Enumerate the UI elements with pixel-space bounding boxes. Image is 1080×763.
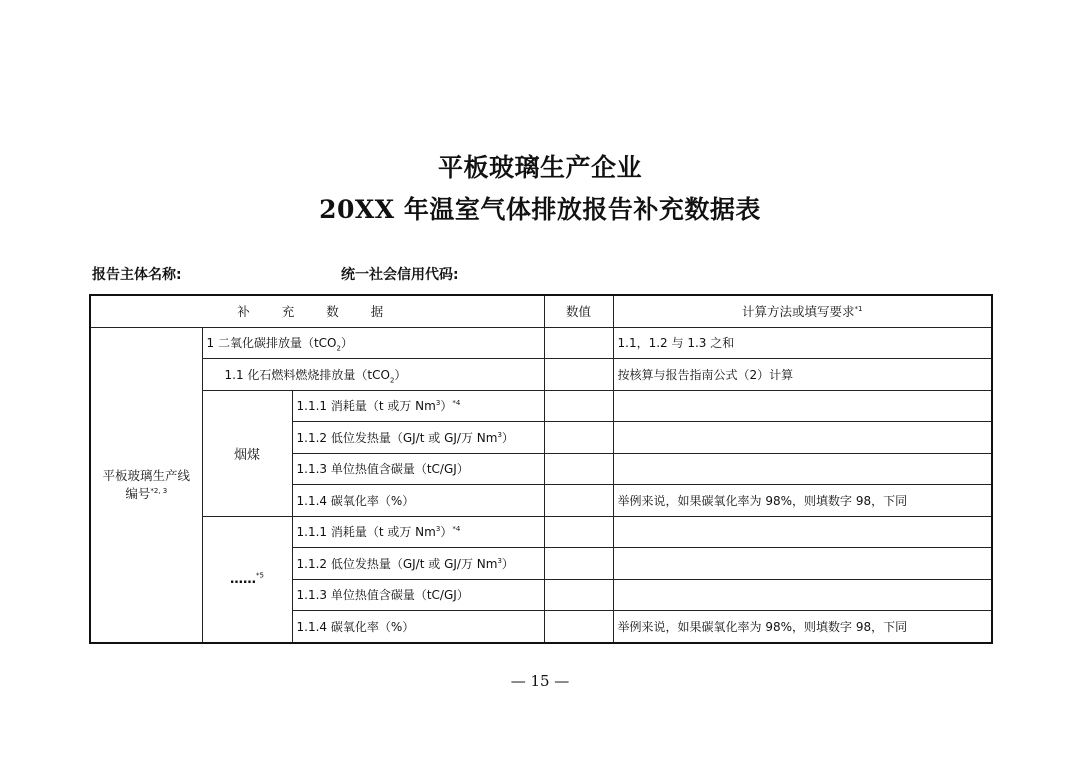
value-cell[interactable] xyxy=(544,453,613,485)
page-number: — 15 — xyxy=(510,672,570,690)
header-method: 计算方法或填写要求$^{*1}$ xyxy=(613,295,992,327)
production-line-cell: 平板玻璃生产线 编号$^{*2, 3}$ xyxy=(90,327,202,643)
fuel-type-other: ……$^{*5}$ xyxy=(202,516,292,643)
supplementary-data-table xyxy=(89,294,993,644)
method-cell xyxy=(613,453,992,485)
value-cell[interactable] xyxy=(544,611,613,643)
document-title-line2: 20XX 年温室气体排放报告补充数据表 xyxy=(319,195,761,224)
row-fossil-emission: 1.1 化石燃料燃烧排放量（tCO$_2$） xyxy=(202,359,544,391)
row-total-emission: 1 二氧化碳排放量（tCO$_2$） xyxy=(202,327,544,359)
method-cell xyxy=(613,422,992,454)
method-cell xyxy=(613,516,992,548)
row-calorific-value: 1.1.2 低位发热量（GJ/t 或 GJ/万 Nm$^3$） xyxy=(292,422,544,454)
value-cell[interactable] xyxy=(544,359,613,391)
document-title-line1: 平板玻璃生产企业 xyxy=(437,153,642,182)
table-row xyxy=(90,516,992,548)
method-cell: 按核算与报告指南公式（2）计算 xyxy=(613,359,992,391)
value-cell[interactable] xyxy=(544,516,613,548)
row-carbon-content: 1.1.3 单位热值含碳量（tC/GJ） xyxy=(292,579,544,611)
row-carbon-content: 1.1.3 单位热值含碳量（tC/GJ） xyxy=(292,453,544,485)
value-cell[interactable] xyxy=(544,485,613,517)
method-cell: 举例来说，如果碳氧化率为 98%，则填数字 98，下同 xyxy=(613,485,992,517)
value-cell[interactable] xyxy=(544,422,613,454)
value-cell[interactable] xyxy=(544,548,613,580)
method-cell xyxy=(613,579,992,611)
fuel-type-bituminous: 烟煤 xyxy=(202,390,292,516)
method-cell xyxy=(613,548,992,580)
row-consumption: 1.1.1 消耗量（t 或万 Nm$^3$）$^{*4}$ xyxy=(292,390,544,422)
method-cell: 1.1，1.2 与 1.3 之和 xyxy=(613,327,992,359)
row-calorific-value: 1.1.2 低位发热量（GJ/t 或 GJ/万 Nm$^3$） xyxy=(292,548,544,580)
method-cell xyxy=(613,390,992,422)
value-cell[interactable] xyxy=(544,390,613,422)
entity-name-label: 报告主体名称: xyxy=(92,267,182,283)
value-cell[interactable] xyxy=(544,327,613,359)
credit-code-label: 统一社会信用代码: xyxy=(341,267,459,283)
header-value: 数值 xyxy=(544,295,613,327)
table-row xyxy=(90,359,992,391)
value-cell[interactable] xyxy=(544,579,613,611)
header-supplement: 补 充 数 据 xyxy=(90,295,544,327)
table-row xyxy=(90,327,992,359)
row-oxidation-rate: 1.1.4 碳氧化率（%） xyxy=(292,611,544,643)
table-header-row xyxy=(90,295,992,327)
row-consumption: 1.1.1 消耗量（t 或万 Nm$^3$）$^{*4}$ xyxy=(292,516,544,548)
row-oxidation-rate: 1.1.4 碳氧化率（%） xyxy=(292,485,544,517)
table-row xyxy=(90,390,992,422)
method-cell: 举例来说，如果碳氧化率为 98%，则填数字 98，下同 xyxy=(613,611,992,643)
